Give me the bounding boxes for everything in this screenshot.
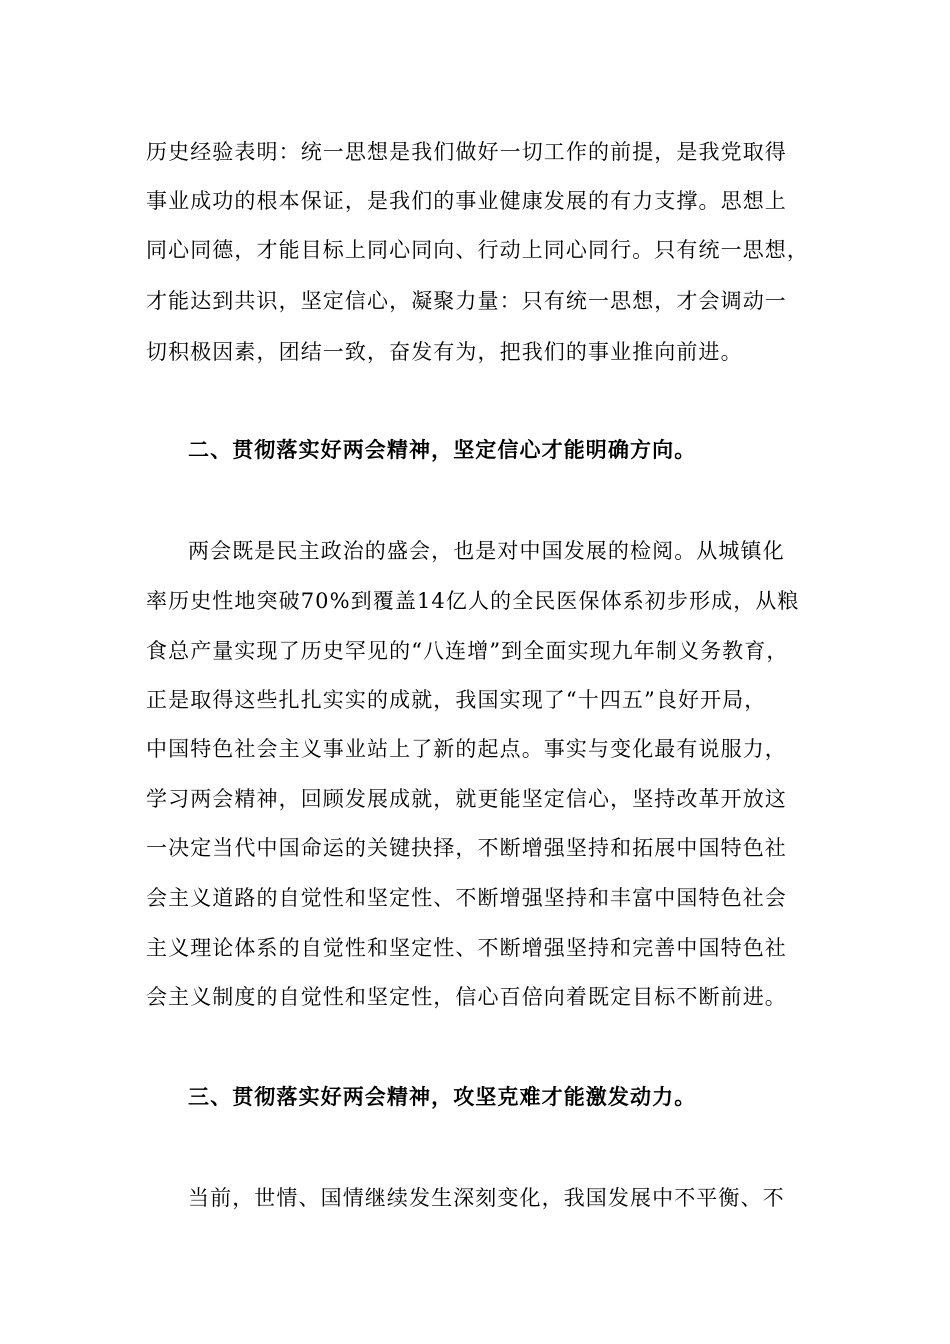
- text-line: 历史经验表明：统一思想是我们做好一切工作的前提，是我党取得: [146, 140, 787, 164]
- text-line: 切积极因素，团结一致，奋发有为，把我们的事业推向前进。: [146, 340, 743, 364]
- text-line: 学习两会精神，回顾发展成就，就更能坚定信心，坚持改革开放这: [146, 787, 787, 811]
- text-line: 主义理论体系的自觉性和坚定性、不断增强坚持和完善中国特色社: [146, 936, 787, 960]
- text-line: 事业成功的根本保证，是我们的事业健康发展的有力支撑。思想上: [146, 189, 787, 213]
- section-heading-two: 二、贯彻落实好两会精神，坚定信心才能明确方向。: [188, 437, 697, 462]
- text-line: 会主义道路的自觉性和坚定性、不断增强坚持和丰富中国特色社会: [146, 886, 787, 910]
- text-line: 当前，世情、国情继续发生深刻变化，我国发展中不平衡、不: [188, 1186, 785, 1210]
- text-line: 率历史性地突破70%到覆盖14亿人的全民医保体系初步形成，从粮: [146, 589, 800, 613]
- text-line: 同心同德，才能目标上同心同向、行动上同心同行。只有统一思想，: [146, 238, 809, 262]
- text-line: 一决定当代中国命运的关键抉择，不断增强坚持和拓展中国特色社: [146, 836, 787, 860]
- text-line: 才能达到共识，坚定信心，凝聚力量：只有统一思想，才会调动一: [146, 289, 787, 313]
- text-line: 会主义制度的自觉性和坚定性，信心百倍向着既定目标不断前进。: [146, 985, 787, 1009]
- text-line: 食总产量实现了历史罕见的“八连增”到全面实现九年制义务教育，: [146, 639, 789, 663]
- text-line: 两会既是民主政治的盛会，也是对中国发展的检阅。从城镇化: [188, 539, 785, 563]
- text-line: 中国特色社会主义事业站上了新的起点。事实与变化最有说服力，: [146, 737, 787, 761]
- section-heading-three: 三、贯彻落实好两会精神，攻坚克难才能激发动力。: [188, 1084, 697, 1109]
- text-line: 正是取得这些扎扎实实的成就，我国实现了“十四五”良好开局，: [146, 688, 767, 712]
